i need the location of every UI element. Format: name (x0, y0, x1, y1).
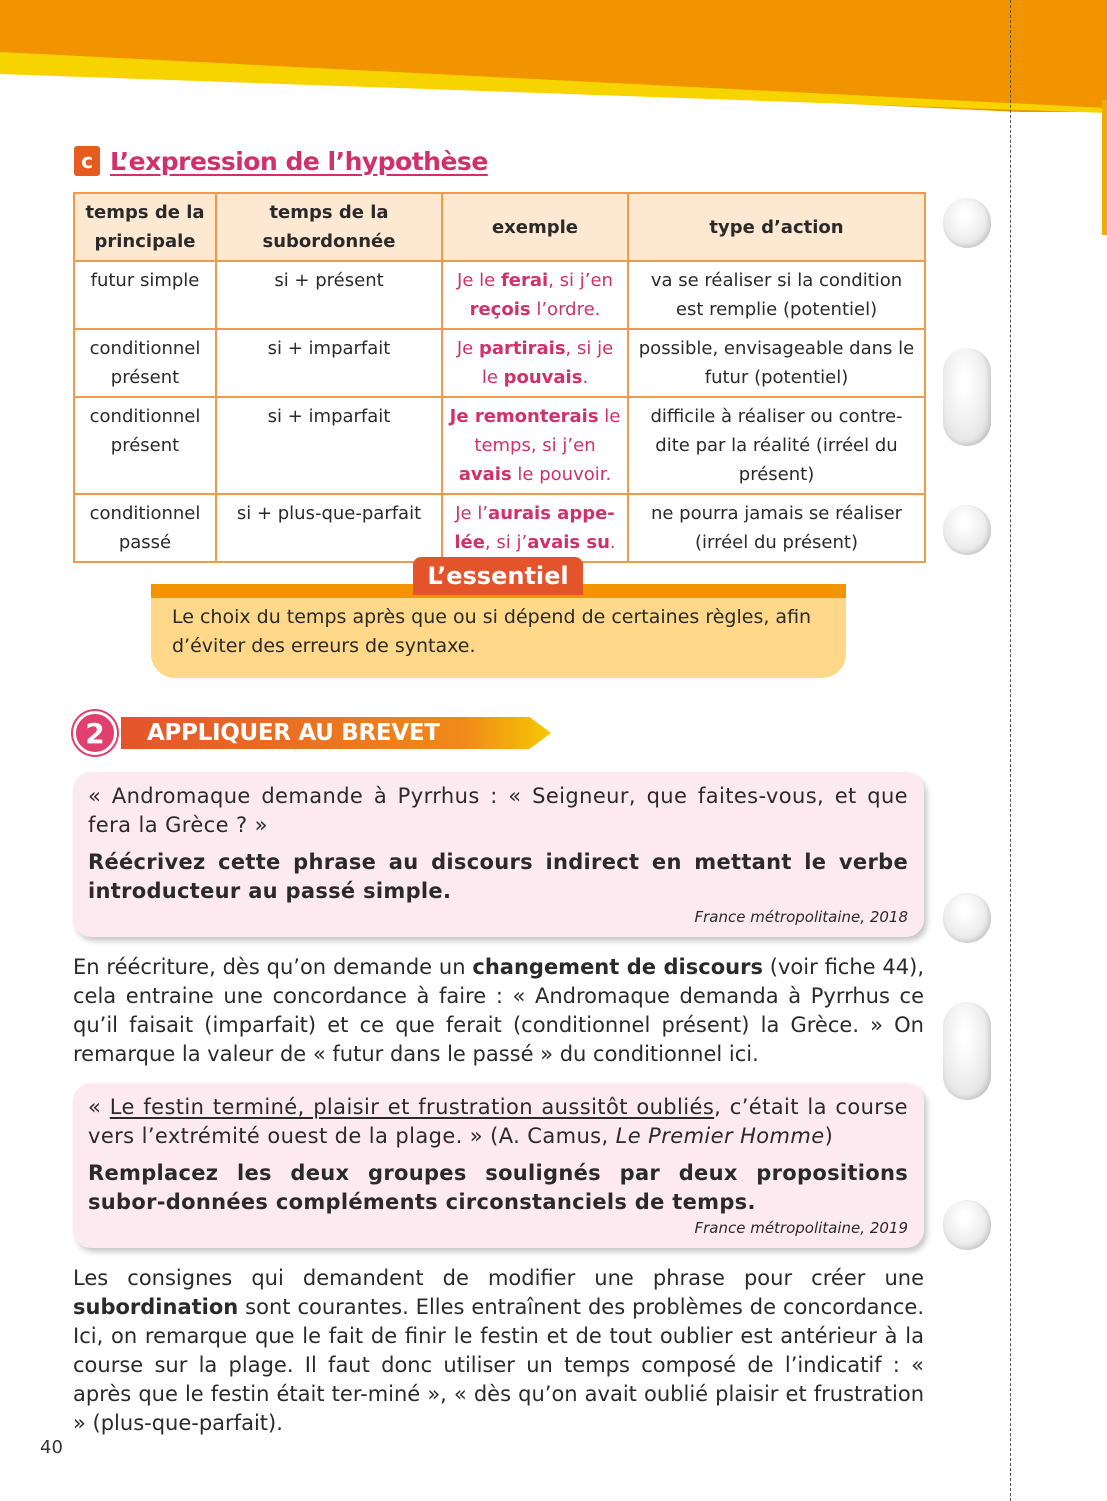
exercise-quote: « Le festin terminé, plaisir et frustration aussitôt oubliés, c’était la course vers l’extrémité ouest de la plage. » (A. Camus, Le Premier Homme) (88, 1095, 909, 1148)
cell-subordonnee: si + imparfait (216, 397, 442, 494)
cell-subordonnee: si + plus-que-parfait (216, 494, 442, 562)
example-text: Je l’ (455, 503, 489, 524)
example-text: , si je le (481, 338, 614, 388)
apply-heading (73, 711, 493, 755)
page-number: 40 (40, 1437, 63, 1458)
binder-dashed-line (1010, 0, 1011, 1501)
exercise-box-1 (73, 772, 924, 937)
edge-accent (1102, 100, 1107, 235)
example-verb: reçois (469, 299, 531, 320)
binder-hole (943, 893, 991, 943)
example-text: , si j’en (548, 270, 613, 291)
cell-exemple (442, 494, 628, 562)
header-subordonnee: temps de la subordonnée (216, 193, 442, 261)
exercise-instruction: Remplacez les deux groupes soulignés par deux propositions subor-données compléments circonstanciels de temps. (88, 1161, 908, 1214)
table-header-row (74, 193, 925, 261)
essentiel-label: L’essentiel (413, 557, 583, 595)
example-verb: partirais (478, 338, 566, 359)
cell-principale: conditionnel présent (74, 397, 216, 494)
exercise-instruction: Réécrivez cette phrase au discours indirect en mettant le verbe introducteur au passé simple. (88, 850, 908, 903)
apply-number-badge: 2 (73, 711, 117, 755)
binder-hole (943, 1200, 991, 1250)
header-type-action: type d’action (628, 193, 925, 261)
exercise-source: France métropolitaine, 2018 (694, 908, 908, 926)
binder-hole (943, 1002, 991, 1100)
cell-exemple (442, 329, 628, 397)
binder-hole (943, 198, 991, 248)
section-title: L’expression de l’hypothèse (110, 146, 488, 176)
table-row (74, 329, 925, 397)
cell-type-action: possible, envisageable dans le futur (potentiel) (628, 329, 925, 397)
answer-bold: subordination (73, 1295, 239, 1319)
apply-title: APPLIQUER AU BREVET (147, 720, 440, 746)
example-verb: avais su (527, 532, 610, 553)
answer-text: En réécriture, dès qu’on demande un (73, 955, 473, 979)
binder-hole (943, 348, 991, 446)
underlined-group: Le festin terminé, plaisir et frustration aussitôt oubliés (109, 1095, 715, 1119)
answer-text: sont courantes. Elles entraînent des problèmes de concordance. Ici, on remarque que le fait de finir le festin et de tout oublier est antérieur à la course sur la plage. Il faut donc utiliser un temps composé de l’indicatif : « après que le festin était ter-miné », « dès qu’on avait oublié plaisir et frustration » (plus-que-parfait). (73, 1295, 924, 1435)
cell-principale: conditionnel présent (74, 329, 216, 397)
header-exemple: exemple (442, 193, 628, 261)
example-text: . (609, 532, 616, 553)
example-verb: ferai (500, 270, 549, 291)
cell-subordonnee: si + imparfait (216, 329, 442, 397)
table-row (74, 261, 925, 329)
section-heading (74, 144, 488, 178)
cell-subordonnee: si + présent (216, 261, 442, 329)
example-verb: Je remonterais (449, 406, 599, 427)
answer-paragraph-1 (73, 953, 924, 1069)
answer-text: Les consignes qui demandent de modifier une phrase pour créer une (73, 1266, 924, 1290)
header-principale: temps de la principale (74, 193, 216, 261)
example-text: le temps, si j’en (474, 406, 621, 456)
answer-text: (voir fiche 44), cela entraine une concordance à faire : « Andromaque demanda à Pyrrhus ce qu’il faisait (imparfait) et ce que ferait (conditionnel présent) la Grèce. » On remarque la valeur de « futur dans le passé » du conditionnel ici. (73, 955, 925, 1066)
cell-exemple (442, 261, 628, 329)
section-letter-badge: c (74, 146, 100, 176)
hypothesis-table (73, 192, 926, 563)
cell-principale: conditionnel passé (74, 494, 216, 562)
top-decorative-band (0, 0, 1107, 120)
table-row (74, 494, 925, 562)
exercise-box-2 (73, 1083, 924, 1248)
cell-exemple (442, 397, 628, 494)
example-text: Je le (457, 270, 501, 291)
cell-principale: futur simple (74, 261, 216, 329)
example-text: l’ordre. (530, 299, 601, 320)
example-text: , si j’ (484, 532, 528, 553)
answer-bold: changement de discours (472, 955, 763, 979)
example-verb: pouvais (503, 367, 583, 388)
example-text: Je (456, 338, 479, 359)
example-text: . (582, 367, 589, 388)
exercise-source: France métropolitaine, 2019 (694, 1219, 908, 1237)
example-verb: avais (458, 464, 512, 485)
essentiel-text: Le choix du temps après que ou si dépend de certaines règles, afin d’éviter des erreurs de syntaxe. (172, 606, 812, 657)
book-title: Le Premier Homme (615, 1124, 825, 1148)
binder-hole (943, 505, 991, 555)
cell-type-action: difficile à réaliser ou contre-dite par la réalité (irréel du présent) (628, 397, 925, 494)
example-text: le pouvoir. (511, 464, 612, 485)
cell-type-action: ne pourra jamais se réaliser (irréel du présent) (628, 494, 925, 562)
exercise-quote: « Andromaque demande à Pyrrhus : « Seigneur, que faites-vous, et que fera la Grèce ? » (88, 784, 908, 837)
example-verb: aurais appe-lée (454, 503, 615, 553)
table-row (74, 397, 925, 494)
answer-paragraph-2 (73, 1264, 924, 1438)
cell-type-action: va se réaliser si la condition est remplie (potentiel) (628, 261, 925, 329)
